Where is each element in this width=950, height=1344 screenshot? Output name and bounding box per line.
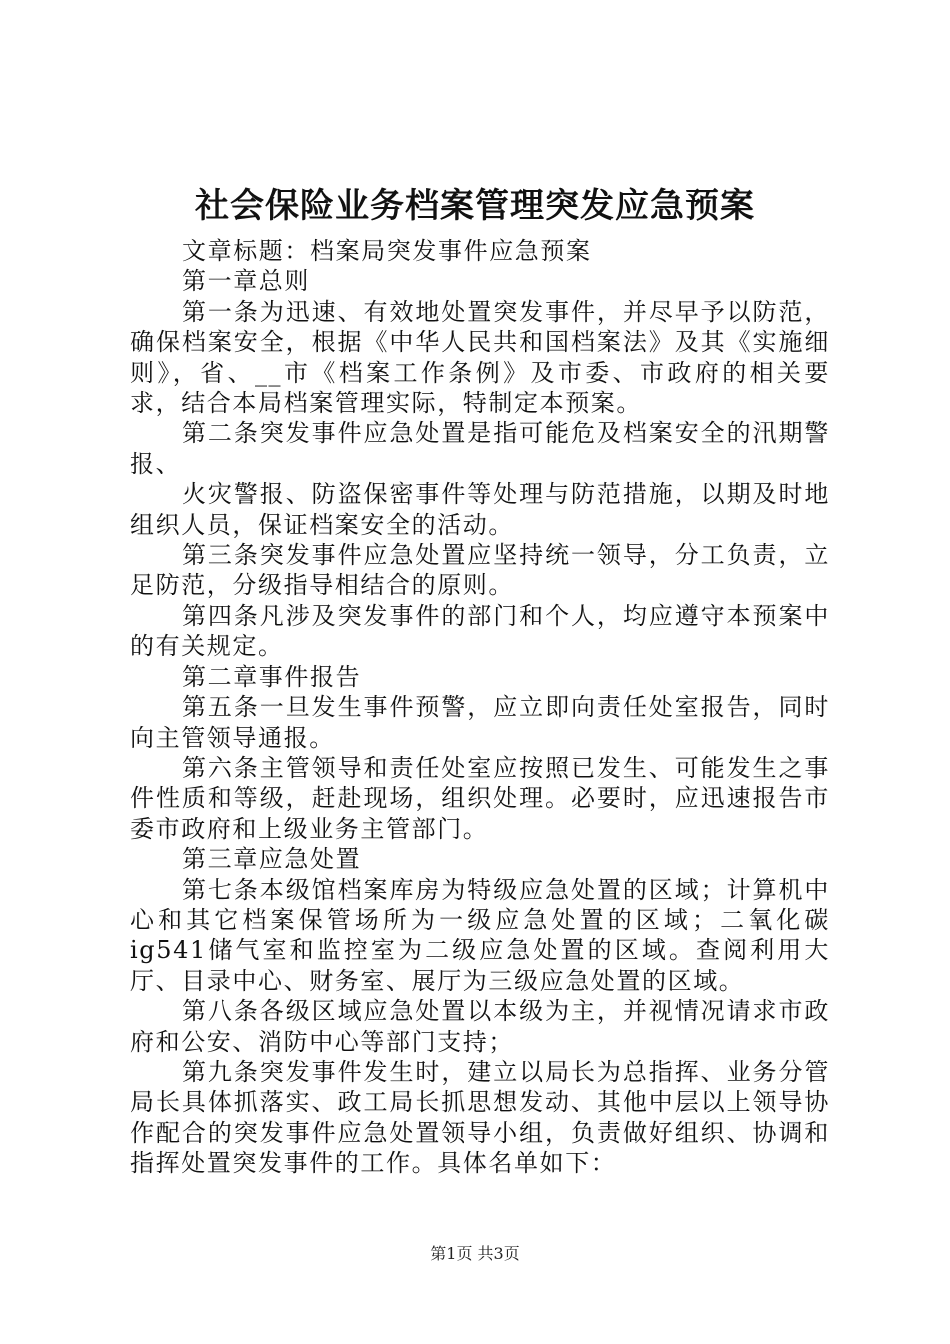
article-paragraph: 第七条本级馆档案库房为特级应急处置的区域；计算机中心和其它档案保管场所为一级应急处置的区域；二氧化碳ig541储气室和监控室为二级应急处置的区域。查阅利用大厅、目录中心、财务室、展厅为三级应急处置的区域。 [130,875,830,995]
document-body [130,236,830,1179]
page-footer [0,1243,950,1265]
article-paragraph: 第四条凡涉及突发事件的部门和个人，均应遵守本预案中的有关规定。 [130,601,830,661]
chapter-heading: 第三章应急处置 [182,845,362,874]
article-paragraph: 第八条各级区域应急处置以本级为主，并视情况请求市政府和公安、消防中心等部门支持； [130,997,830,1056]
article-paragraph: 第六条主管领导和责任处室应按照已发生、可能发生之事件性质和等级，赶赴现场，组织处理。必要时，应迅速报告市委市政府和上级业务主管部门。 [130,753,830,843]
article-paragraph: 第二条突发事件应急处置是指可能危及档案安全的汛期警报、 [130,419,830,478]
article-title-line: 文章标题：档案局突发事件应急预案 [182,237,592,265]
article-paragraph: 第三条突发事件应急处置应坚持统一领导，分工负责，立足防范，分级指导相结合的原则。 [130,541,830,600]
article-paragraph: 第五条一旦发生事件预警，应立即向责任处室报告，同时向主管领导通报。 [130,693,830,752]
article-paragraph: 火灾警报、防盗保密事件等处理与防范措施，以期及时地组织人员，保证档案安全的活动。 [130,480,830,539]
article-paragraph: 第一条为迅速、有效地处置突发事件，并尽早予以防范，确保档案安全，根据《中华人民共和国档案法》及其《实施细则》，省、__市《档案工作条例》及市委、市政府的相关要求，结合本局档案管理实际，特制定本预案。 [130,297,830,418]
article-paragraph: 第九条突发事件发生时，建立以局长为总指挥、业务分管局长具体抓落实、政工局长抓思想发动、其他中层以上领导协作配合的突发事件应急处置领导小组，负责做好组织、协调和指挥处置突发事件的工作。具体名单如下： [130,1057,830,1178]
document-title: 社会保险业务档案管理突发应急预案 [195,186,755,226]
chapter-heading: 第一章总则 [182,267,310,296]
chapter-heading: 第二章事件报告 [182,662,362,691]
page-indicator: 第1页 共3页 [430,1244,520,1263]
